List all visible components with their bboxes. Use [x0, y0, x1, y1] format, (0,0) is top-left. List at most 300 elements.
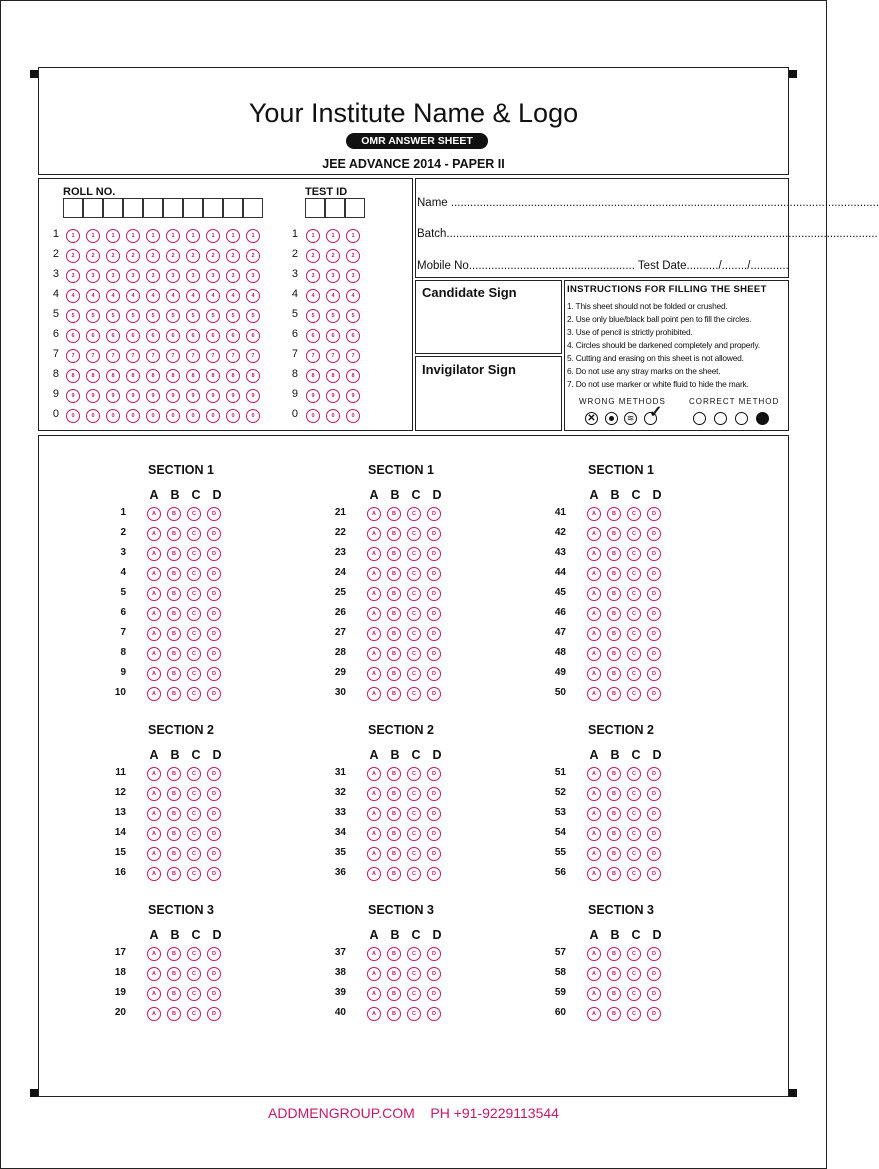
roll-bubble[interactable]: 4 [246, 289, 260, 303]
answer-bubble[interactable]: D [427, 627, 441, 641]
roll-bubble[interactable]: 3 [146, 269, 160, 283]
answer-bubble[interactable]: D [207, 607, 221, 621]
answer-bubble[interactable]: A [367, 687, 381, 701]
answer-bubble[interactable]: D [427, 767, 441, 781]
roll-bubble[interactable]: 8 [246, 369, 260, 383]
answer-bubble[interactable]: C [627, 947, 641, 961]
answer-bubble[interactable]: D [427, 647, 441, 661]
answer-bubble[interactable]: B [167, 947, 181, 961]
answer-bubble[interactable]: C [187, 527, 201, 541]
answer-bubble[interactable]: C [627, 627, 641, 641]
test-id-bubble[interactable]: 2 [306, 249, 320, 263]
answer-bubble[interactable]: B [387, 1007, 401, 1021]
answer-bubble[interactable]: D [647, 847, 661, 861]
answer-bubble[interactable]: D [427, 867, 441, 881]
roll-bubble[interactable]: 1 [206, 229, 220, 243]
answer-bubble[interactable]: A [147, 667, 161, 681]
answer-bubble[interactable]: D [427, 527, 441, 541]
roll-bubble[interactable]: 6 [186, 329, 200, 343]
answer-bubble[interactable]: B [607, 607, 621, 621]
answer-bubble[interactable]: A [147, 947, 161, 961]
roll-bubble[interactable]: 3 [206, 269, 220, 283]
answer-bubble[interactable]: A [147, 987, 161, 1001]
answer-bubble[interactable]: D [207, 687, 221, 701]
roll-bubble[interactable]: 3 [66, 269, 80, 283]
answer-bubble[interactable]: A [587, 767, 601, 781]
roll-bubble[interactable]: 0 [66, 409, 80, 423]
roll-digit-box[interactable] [63, 198, 83, 218]
answer-bubble[interactable]: D [647, 1007, 661, 1021]
roll-bubble[interactable]: 4 [126, 289, 140, 303]
answer-bubble[interactable]: B [607, 527, 621, 541]
answer-bubble[interactable]: C [627, 827, 641, 841]
answer-bubble[interactable]: B [607, 967, 621, 981]
roll-bubble[interactable]: 8 [146, 369, 160, 383]
roll-bubble[interactable]: 9 [166, 389, 180, 403]
answer-bubble[interactable]: A [147, 827, 161, 841]
test-id-bubble[interactable]: 0 [306, 409, 320, 423]
answer-bubble[interactable]: C [627, 507, 641, 521]
answer-bubble[interactable]: A [367, 627, 381, 641]
answer-bubble[interactable]: B [387, 567, 401, 581]
answer-bubble[interactable]: A [587, 587, 601, 601]
test-id-bubble[interactable]: 5 [306, 309, 320, 323]
test-id-bubble[interactable]: 6 [346, 329, 360, 343]
answer-bubble[interactable]: C [187, 807, 201, 821]
roll-bubble[interactable]: 7 [66, 349, 80, 363]
answer-bubble[interactable]: B [167, 1007, 181, 1021]
roll-bubble[interactable]: 8 [66, 369, 80, 383]
roll-bubble[interactable]: 9 [86, 389, 100, 403]
answer-bubble[interactable]: D [427, 807, 441, 821]
roll-bubble[interactable]: 4 [226, 289, 240, 303]
roll-bubble[interactable]: 9 [226, 389, 240, 403]
answer-bubble[interactable]: C [187, 587, 201, 601]
answer-bubble[interactable]: B [167, 527, 181, 541]
answer-bubble[interactable]: A [367, 587, 381, 601]
answer-bubble[interactable]: A [147, 507, 161, 521]
roll-digit-box[interactable] [223, 198, 243, 218]
roll-bubble[interactable]: 7 [146, 349, 160, 363]
roll-bubble[interactable]: 2 [66, 249, 80, 263]
answer-bubble[interactable]: C [407, 827, 421, 841]
roll-bubble[interactable]: 1 [246, 229, 260, 243]
roll-bubble[interactable]: 1 [106, 229, 120, 243]
answer-bubble[interactable]: B [387, 527, 401, 541]
test-id-bubble[interactable]: 6 [306, 329, 320, 343]
answer-bubble[interactable]: A [587, 607, 601, 621]
test-id-bubble[interactable]: 8 [306, 369, 320, 383]
answer-bubble[interactable]: D [207, 867, 221, 881]
roll-bubble[interactable]: 6 [126, 329, 140, 343]
answer-bubble[interactable]: B [607, 987, 621, 1001]
answer-bubble[interactable]: B [607, 787, 621, 801]
answer-bubble[interactable]: D [207, 827, 221, 841]
answer-bubble[interactable]: C [407, 607, 421, 621]
roll-bubble[interactable]: 5 [126, 309, 140, 323]
batch-field[interactable]: Batch....................................................................................................................................... [417, 228, 878, 240]
answer-bubble[interactable]: B [387, 787, 401, 801]
answer-bubble[interactable]: B [607, 667, 621, 681]
roll-bubble[interactable]: 1 [186, 229, 200, 243]
roll-bubble[interactable]: 8 [126, 369, 140, 383]
roll-bubble[interactable]: 4 [166, 289, 180, 303]
answer-bubble[interactable]: C [407, 647, 421, 661]
answer-bubble[interactable]: A [587, 567, 601, 581]
answer-bubble[interactable]: C [407, 527, 421, 541]
answer-bubble[interactable]: D [427, 967, 441, 981]
roll-bubble[interactable]: 6 [226, 329, 240, 343]
answer-bubble[interactable]: D [207, 547, 221, 561]
answer-bubble[interactable]: A [587, 687, 601, 701]
answer-bubble[interactable]: C [407, 807, 421, 821]
roll-bubble[interactable]: 4 [186, 289, 200, 303]
answer-bubble[interactable]: C [407, 987, 421, 1001]
answer-bubble[interactable]: D [427, 667, 441, 681]
answer-bubble[interactable]: A [587, 1007, 601, 1021]
roll-bubble[interactable]: 2 [86, 249, 100, 263]
answer-bubble[interactable]: A [367, 807, 381, 821]
answer-bubble[interactable]: D [427, 507, 441, 521]
answer-bubble[interactable]: C [627, 987, 641, 1001]
answer-bubble[interactable]: D [207, 807, 221, 821]
roll-digit-box[interactable] [123, 198, 143, 218]
answer-bubble[interactable]: B [387, 667, 401, 681]
roll-bubble[interactable]: 2 [106, 249, 120, 263]
answer-bubble[interactable]: B [607, 847, 621, 861]
answer-bubble[interactable]: D [207, 967, 221, 981]
roll-bubble[interactable]: 2 [186, 249, 200, 263]
answer-bubble[interactable]: A [587, 947, 601, 961]
answer-bubble[interactable]: A [587, 627, 601, 641]
answer-bubble[interactable]: B [607, 807, 621, 821]
answer-bubble[interactable]: B [167, 587, 181, 601]
answer-bubble[interactable]: D [207, 667, 221, 681]
answer-bubble[interactable]: A [147, 687, 161, 701]
answer-bubble[interactable]: D [207, 587, 221, 601]
answer-bubble[interactable]: A [367, 567, 381, 581]
roll-bubble[interactable]: 7 [86, 349, 100, 363]
answer-bubble[interactable]: B [387, 627, 401, 641]
answer-bubble[interactable]: C [187, 627, 201, 641]
answer-bubble[interactable]: B [387, 847, 401, 861]
test-id-bubble[interactable]: 4 [346, 289, 360, 303]
answer-bubble[interactable]: D [207, 1007, 221, 1021]
answer-bubble[interactable]: C [187, 687, 201, 701]
answer-bubble[interactable]: C [407, 587, 421, 601]
test-id-bubble[interactable]: 9 [306, 389, 320, 403]
answer-bubble[interactable]: A [147, 787, 161, 801]
answer-bubble[interactable]: A [147, 527, 161, 541]
roll-bubble[interactable]: 5 [106, 309, 120, 323]
answer-bubble[interactable]: D [427, 1007, 441, 1021]
roll-bubble[interactable]: 9 [66, 389, 80, 403]
roll-bubble[interactable]: 3 [126, 269, 140, 283]
roll-bubble[interactable]: 0 [186, 409, 200, 423]
answer-bubble[interactable]: C [407, 687, 421, 701]
answer-bubble[interactable]: D [647, 767, 661, 781]
roll-bubble[interactable]: 8 [206, 369, 220, 383]
answer-bubble[interactable]: C [187, 1007, 201, 1021]
answer-bubble[interactable]: A [587, 987, 601, 1001]
answer-bubble[interactable]: C [187, 507, 201, 521]
answer-bubble[interactable]: B [607, 867, 621, 881]
roll-bubble[interactable]: 7 [186, 349, 200, 363]
roll-bubble[interactable]: 4 [206, 289, 220, 303]
answer-bubble[interactable]: C [627, 567, 641, 581]
answer-bubble[interactable]: A [587, 867, 601, 881]
answer-bubble[interactable]: C [187, 647, 201, 661]
roll-bubble[interactable]: 8 [186, 369, 200, 383]
answer-bubble[interactable]: B [167, 867, 181, 881]
answer-bubble[interactable]: D [647, 527, 661, 541]
answer-bubble[interactable]: A [587, 847, 601, 861]
roll-bubble[interactable]: 2 [246, 249, 260, 263]
test-id-bubble[interactable]: 4 [326, 289, 340, 303]
answer-bubble[interactable]: B [607, 767, 621, 781]
answer-bubble[interactable]: B [387, 987, 401, 1001]
answer-bubble[interactable]: C [407, 627, 421, 641]
roll-bubble[interactable]: 2 [226, 249, 240, 263]
answer-bubble[interactable]: C [627, 787, 641, 801]
roll-bubble[interactable]: 4 [106, 289, 120, 303]
answer-bubble[interactable]: A [367, 947, 381, 961]
answer-bubble[interactable]: B [387, 867, 401, 881]
roll-bubble[interactable]: 0 [126, 409, 140, 423]
test-id-bubble[interactable]: 0 [326, 409, 340, 423]
answer-bubble[interactable]: A [587, 547, 601, 561]
answer-bubble[interactable]: B [607, 1007, 621, 1021]
answer-bubble[interactable]: A [147, 847, 161, 861]
roll-bubble[interactable]: 9 [186, 389, 200, 403]
roll-bubble[interactable]: 8 [166, 369, 180, 383]
roll-bubble[interactable]: 1 [86, 229, 100, 243]
roll-bubble[interactable]: 0 [246, 409, 260, 423]
answer-bubble[interactable]: B [167, 547, 181, 561]
answer-bubble[interactable]: C [627, 687, 641, 701]
roll-bubble[interactable]: 2 [166, 249, 180, 263]
roll-bubble[interactable]: 1 [126, 229, 140, 243]
answer-bubble[interactable]: C [187, 767, 201, 781]
test-id-bubble[interactable]: 8 [346, 369, 360, 383]
answer-bubble[interactable]: D [207, 947, 221, 961]
roll-bubble[interactable]: 0 [86, 409, 100, 423]
test-id-bubble[interactable]: 0 [346, 409, 360, 423]
answer-bubble[interactable]: A [147, 627, 161, 641]
answer-bubble[interactable]: C [187, 787, 201, 801]
answer-bubble[interactable]: C [627, 867, 641, 881]
answer-bubble[interactable]: A [147, 867, 161, 881]
answer-bubble[interactable]: B [387, 807, 401, 821]
answer-bubble[interactable]: A [147, 647, 161, 661]
answer-bubble[interactable]: D [647, 827, 661, 841]
answer-bubble[interactable]: D [207, 507, 221, 521]
answer-bubble[interactable]: A [587, 647, 601, 661]
answer-bubble[interactable]: D [647, 507, 661, 521]
answer-bubble[interactable]: A [147, 807, 161, 821]
answer-bubble[interactable]: B [607, 827, 621, 841]
roll-bubble[interactable]: 7 [106, 349, 120, 363]
answer-bubble[interactable]: B [607, 947, 621, 961]
answer-bubble[interactable]: B [167, 767, 181, 781]
roll-bubble[interactable]: 4 [86, 289, 100, 303]
roll-bubble[interactable]: 6 [206, 329, 220, 343]
answer-bubble[interactable]: D [647, 587, 661, 601]
roll-bubble[interactable]: 1 [66, 229, 80, 243]
answer-bubble[interactable]: D [427, 787, 441, 801]
roll-bubble[interactable]: 5 [146, 309, 160, 323]
test-id-bubble[interactable]: 9 [326, 389, 340, 403]
answer-bubble[interactable]: D [427, 827, 441, 841]
test-id-bubble[interactable]: 8 [326, 369, 340, 383]
roll-bubble[interactable]: 3 [186, 269, 200, 283]
test-id-bubble[interactable]: 7 [326, 349, 340, 363]
answer-bubble[interactable]: D [647, 567, 661, 581]
answer-bubble[interactable]: A [367, 847, 381, 861]
test-id-bubble[interactable]: 6 [326, 329, 340, 343]
roll-bubble[interactable]: 4 [146, 289, 160, 303]
answer-bubble[interactable]: A [147, 547, 161, 561]
answer-bubble[interactable]: C [407, 567, 421, 581]
roll-bubble[interactable]: 6 [246, 329, 260, 343]
roll-bubble[interactable]: 0 [106, 409, 120, 423]
answer-bubble[interactable]: D [427, 547, 441, 561]
roll-bubble[interactable]: 1 [226, 229, 240, 243]
answer-bubble[interactable]: B [387, 827, 401, 841]
answer-bubble[interactable]: B [167, 687, 181, 701]
answer-bubble[interactable]: C [627, 807, 641, 821]
roll-bubble[interactable]: 0 [146, 409, 160, 423]
answer-bubble[interactable]: D [207, 627, 221, 641]
answer-bubble[interactable]: D [207, 787, 221, 801]
answer-bubble[interactable]: D [647, 627, 661, 641]
answer-bubble[interactable]: C [407, 1007, 421, 1021]
answer-bubble[interactable]: A [147, 567, 161, 581]
roll-bubble[interactable]: 3 [86, 269, 100, 283]
answer-bubble[interactable]: B [607, 647, 621, 661]
test-id-bubble[interactable]: 5 [326, 309, 340, 323]
roll-digit-box[interactable] [183, 198, 203, 218]
roll-bubble[interactable]: 7 [126, 349, 140, 363]
answer-bubble[interactable]: C [187, 667, 201, 681]
answer-bubble[interactable]: A [587, 967, 601, 981]
answer-bubble[interactable]: D [647, 787, 661, 801]
roll-bubble[interactable]: 7 [166, 349, 180, 363]
test-id-bubble[interactable]: 1 [306, 229, 320, 243]
answer-bubble[interactable]: D [647, 947, 661, 961]
answer-bubble[interactable]: D [427, 847, 441, 861]
roll-bubble[interactable]: 6 [106, 329, 120, 343]
answer-bubble[interactable]: A [367, 507, 381, 521]
roll-bubble[interactable]: 6 [86, 329, 100, 343]
roll-bubble[interactable]: 9 [146, 389, 160, 403]
roll-bubble[interactable]: 9 [126, 389, 140, 403]
answer-bubble[interactable]: B [607, 627, 621, 641]
roll-bubble[interactable]: 6 [146, 329, 160, 343]
answer-bubble[interactable]: A [367, 767, 381, 781]
answer-bubble[interactable]: D [647, 687, 661, 701]
roll-digit-box[interactable] [143, 198, 163, 218]
answer-bubble[interactable]: B [387, 687, 401, 701]
answer-bubble[interactable]: B [387, 947, 401, 961]
answer-bubble[interactable]: B [167, 807, 181, 821]
answer-bubble[interactable]: C [627, 767, 641, 781]
answer-bubble[interactable]: C [627, 967, 641, 981]
roll-bubble[interactable]: 7 [206, 349, 220, 363]
test-id-bubble[interactable]: 7 [306, 349, 320, 363]
answer-bubble[interactable]: C [187, 547, 201, 561]
test-id-bubble[interactable]: 2 [346, 249, 360, 263]
roll-bubble[interactable]: 1 [146, 229, 160, 243]
answer-bubble[interactable]: C [187, 987, 201, 1001]
answer-bubble[interactable]: B [607, 587, 621, 601]
answer-bubble[interactable]: D [647, 647, 661, 661]
answer-bubble[interactable]: C [407, 507, 421, 521]
answer-bubble[interactable]: A [147, 607, 161, 621]
answer-bubble[interactable]: D [647, 967, 661, 981]
roll-bubble[interactable]: 3 [226, 269, 240, 283]
answer-bubble[interactable]: C [627, 847, 641, 861]
answer-bubble[interactable]: A [587, 507, 601, 521]
roll-bubble[interactable]: 5 [246, 309, 260, 323]
answer-bubble[interactable]: D [207, 647, 221, 661]
answer-bubble[interactable]: D [427, 987, 441, 1001]
answer-bubble[interactable]: C [627, 667, 641, 681]
roll-bubble[interactable]: 9 [246, 389, 260, 403]
test-id-digit-box[interactable] [305, 198, 325, 218]
answer-bubble[interactable]: D [647, 987, 661, 1001]
answer-bubble[interactable]: C [627, 647, 641, 661]
answer-bubble[interactable]: B [387, 587, 401, 601]
roll-bubble[interactable]: 2 [126, 249, 140, 263]
answer-bubble[interactable]: D [427, 607, 441, 621]
roll-bubble[interactable]: 5 [166, 309, 180, 323]
answer-bubble[interactable]: A [147, 587, 161, 601]
answer-bubble[interactable]: A [367, 967, 381, 981]
roll-digit-box[interactable] [103, 198, 123, 218]
answer-bubble[interactable]: A [367, 527, 381, 541]
answer-bubble[interactable]: C [187, 867, 201, 881]
answer-bubble[interactable]: B [167, 507, 181, 521]
answer-bubble[interactable]: C [407, 847, 421, 861]
answer-bubble[interactable]: A [367, 987, 381, 1001]
answer-bubble[interactable]: A [367, 1007, 381, 1021]
roll-bubble[interactable]: 7 [246, 349, 260, 363]
test-id-bubble[interactable]: 7 [346, 349, 360, 363]
test-id-digit-box[interactable] [345, 198, 365, 218]
answer-bubble[interactable]: D [207, 847, 221, 861]
answer-bubble[interactable]: D [427, 947, 441, 961]
answer-bubble[interactable]: C [187, 607, 201, 621]
answer-bubble[interactable]: D [647, 807, 661, 821]
answer-bubble[interactable]: D [427, 687, 441, 701]
test-id-bubble[interactable]: 3 [326, 269, 340, 283]
answer-bubble[interactable]: B [387, 767, 401, 781]
answer-bubble[interactable]: B [387, 647, 401, 661]
roll-bubble[interactable]: 8 [106, 369, 120, 383]
answer-bubble[interactable]: A [587, 807, 601, 821]
roll-bubble[interactable]: 9 [106, 389, 120, 403]
answer-bubble[interactable]: B [387, 967, 401, 981]
answer-bubble[interactable]: C [407, 547, 421, 561]
answer-bubble[interactable]: C [627, 527, 641, 541]
answer-bubble[interactable]: A [367, 667, 381, 681]
answer-bubble[interactable]: B [167, 827, 181, 841]
answer-bubble[interactable]: C [187, 847, 201, 861]
answer-bubble[interactable]: B [167, 847, 181, 861]
roll-bubble[interactable]: 5 [206, 309, 220, 323]
answer-bubble[interactable]: B [167, 647, 181, 661]
